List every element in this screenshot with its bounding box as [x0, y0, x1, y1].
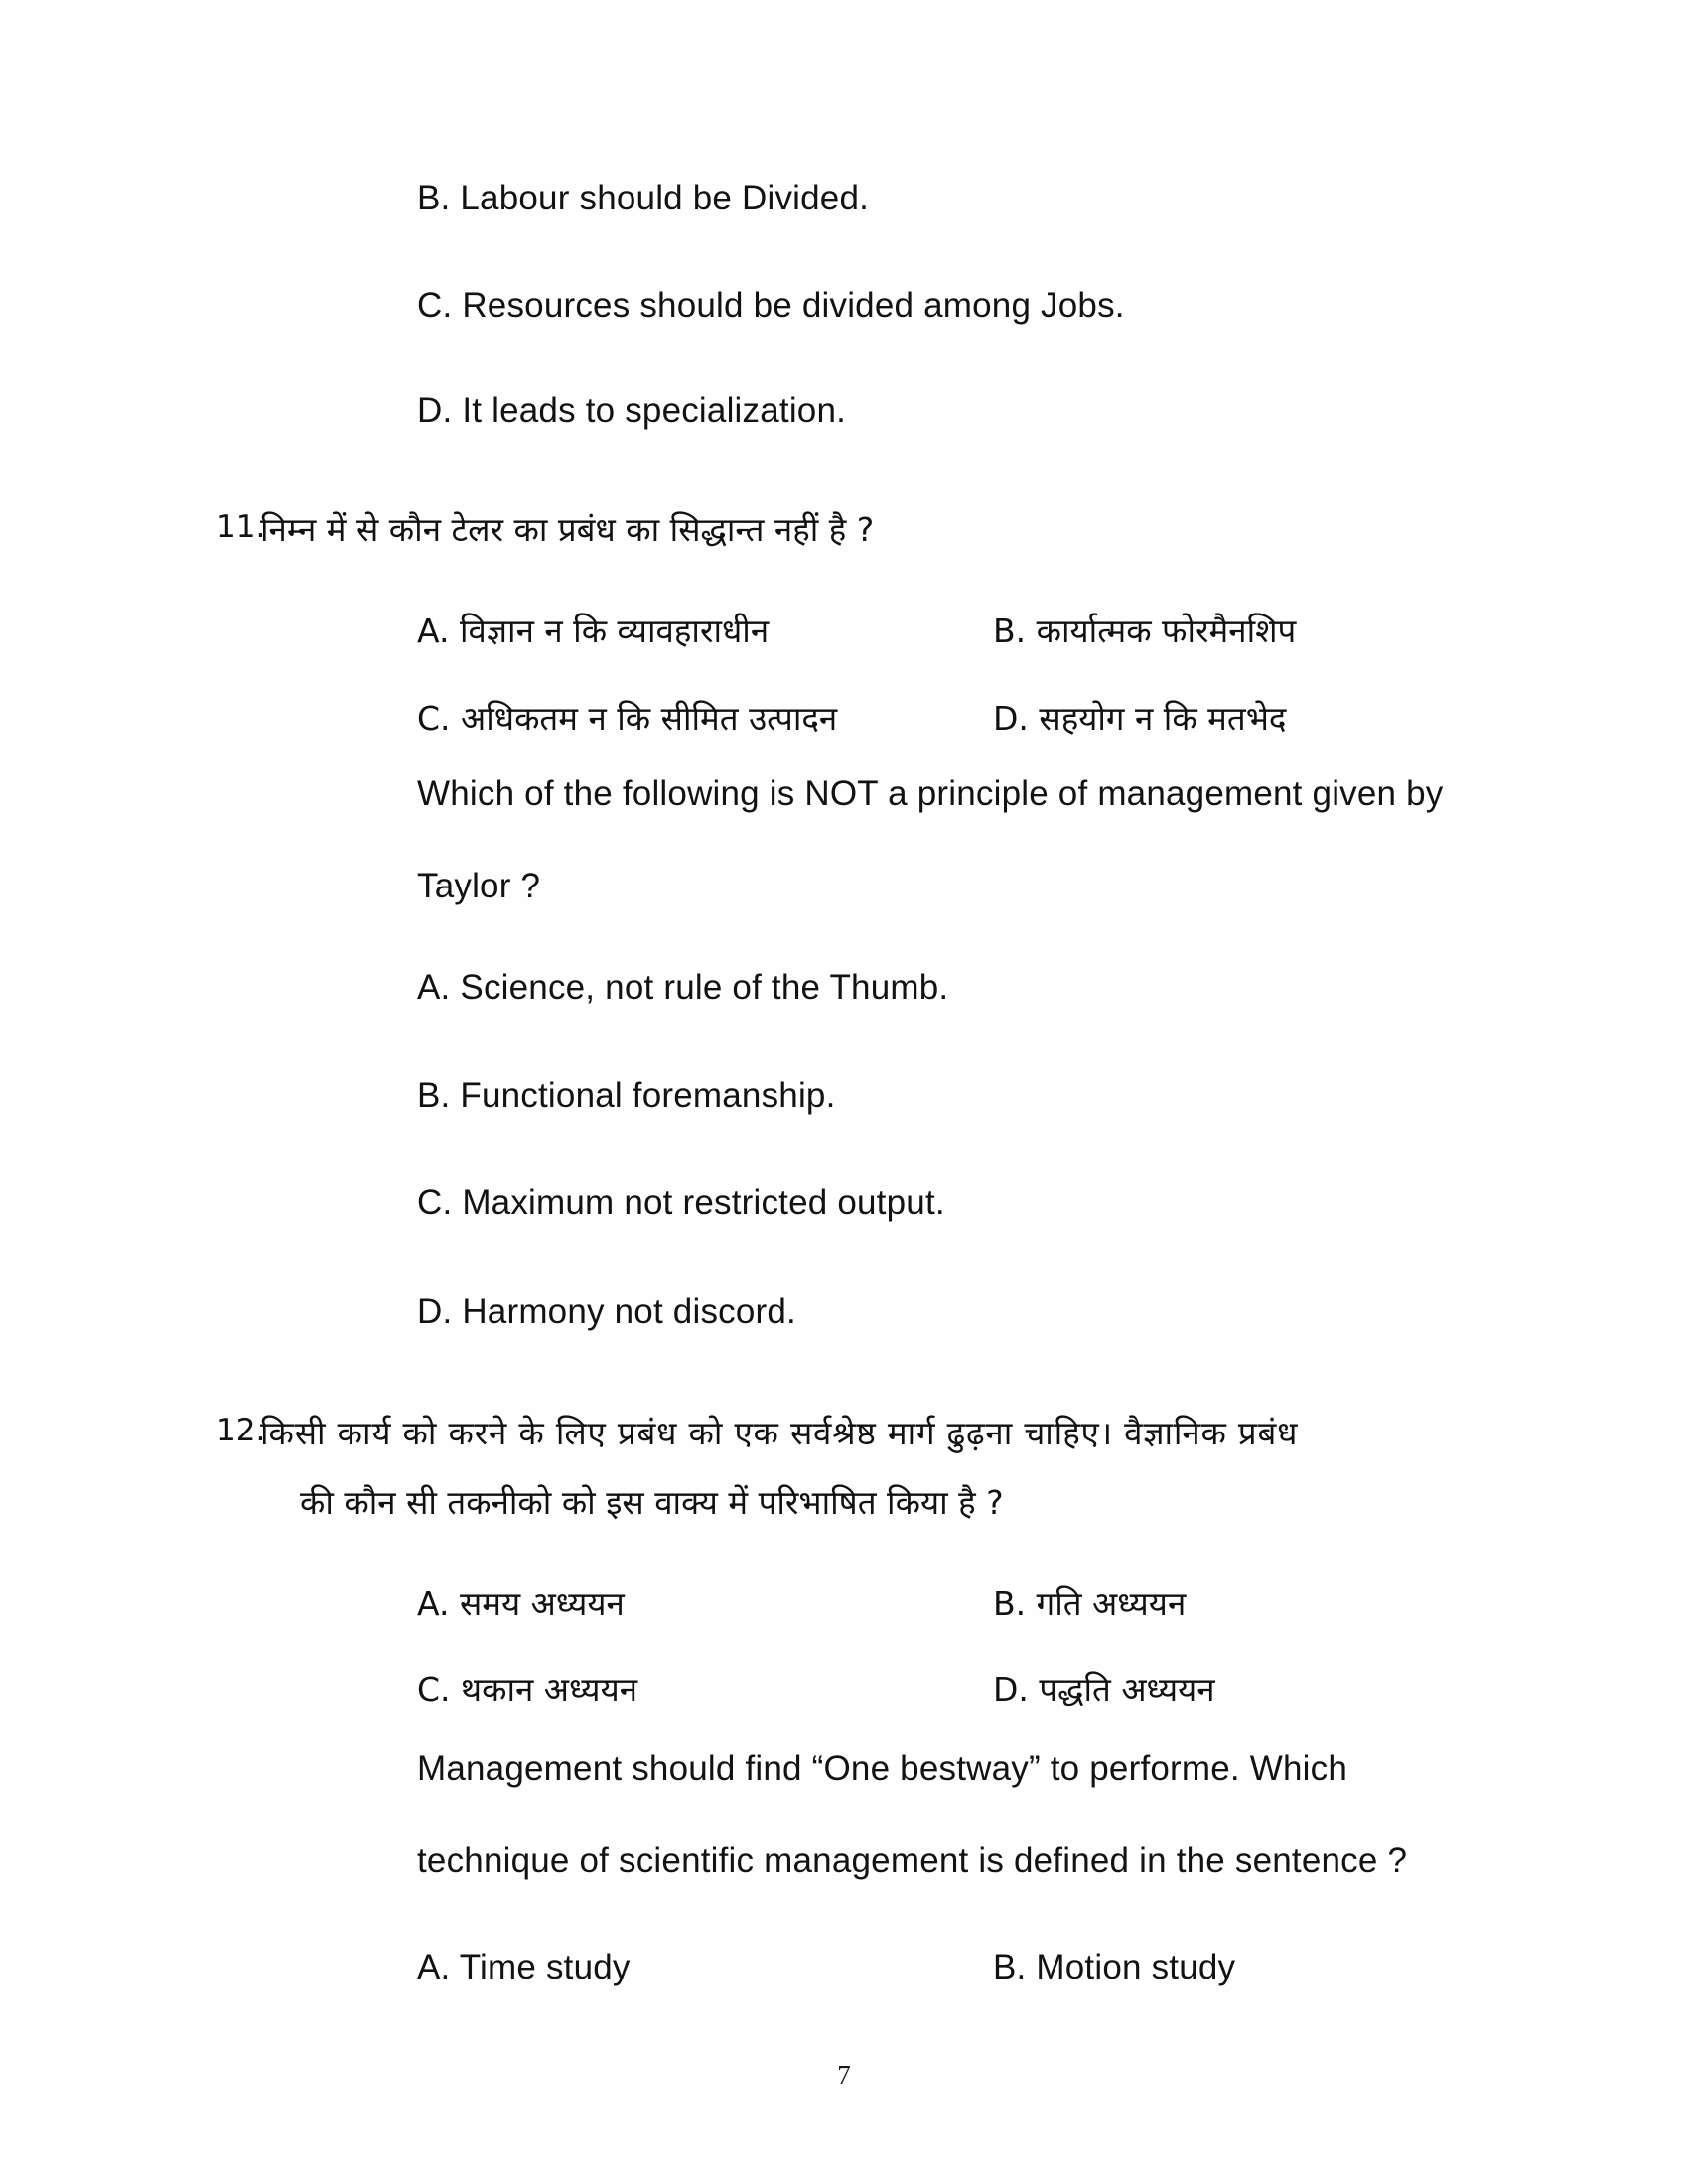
question-11-hindi-option-d: D. सहयोग न कि मतभेद: [993, 699, 1287, 738]
question-11-english-option-d: D. Harmony not discord.: [417, 1293, 796, 1331]
question-12-hindi-option-c: C. थकान अध्ययन: [417, 1670, 638, 1708]
option-d-specialization: D. It leads to specialization.: [417, 391, 847, 430]
question-12-english-option-a: A. Time study: [417, 1948, 631, 1986]
question-11-english-text-line2: Taylor ?: [417, 867, 541, 905]
option-b-labour-divided: B. Labour should be Divided.: [417, 179, 870, 217]
question-12-hindi-text-line1: किसी कार्य को करने के लिए प्रबंध को एक सर्वश्रेष्ठ मार्ग ढुढ़ना चाहिए। वैज्ञानिक प्रबंध: [260, 1414, 1299, 1452]
question-12-hindi-option-b: B. गति अध्ययन: [993, 1584, 1187, 1623]
question-11-english-text-line1: Which of the following is NOT a principle of management given by: [417, 774, 1444, 813]
question-11-hindi-option-b: B. कार्यात्मक फोरमैनशिप: [993, 612, 1297, 650]
question-12-hindi-option-d: D. पद्धति अध्ययन: [993, 1670, 1215, 1708]
question-11-english-option-a: A. Science, not rule of the Thumb.: [417, 968, 949, 1007]
question-12-english-text-line2: technique of scientific management is defined in the sentence ?: [417, 1842, 1408, 1880]
question-12-number: 12.: [216, 1413, 266, 1448]
question-11-english-option-c: C. Maximum not restricted output.: [417, 1183, 945, 1222]
question-11-number: 11.: [216, 509, 266, 545]
question-11-hindi-option-c: C. अधिकतम न कि सीमित उत्पादन: [417, 699, 838, 738]
question-11-hindi-text: निम्न में से कौन टेलर का प्रबंध का सिद्धान्त नहीं है ?: [260, 510, 875, 549]
question-12-english-option-b: B. Motion study: [993, 1948, 1236, 1986]
option-c-resources-divided: C. Resources should be divided among Jobs.: [417, 286, 1125, 325]
page-number: 7: [837, 2060, 851, 2090]
question-11-english-option-b: B. Functional foremanship.: [417, 1076, 836, 1115]
question-12-hindi-option-a: A. समय अध्ययन: [417, 1584, 625, 1623]
question-12-english-text-line1: Management should find “One bestway” to performe. Which: [417, 1749, 1347, 1788]
question-11-hindi-option-a: A. विज्ञान न कि व्यावहाराधीन: [417, 612, 770, 650]
question-12-hindi-text-line2: की कौन सी तकनीको को इस वाक्य में परिभाषित किया है ?: [300, 1483, 1004, 1522]
